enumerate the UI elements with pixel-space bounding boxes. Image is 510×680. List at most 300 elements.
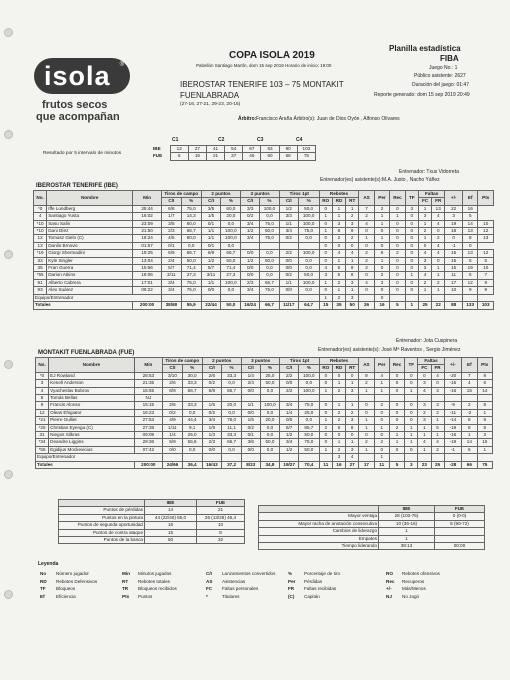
summary-header-cell: IBE [145, 500, 197, 507]
column-header: AS [359, 191, 374, 206]
stat-cell: 2/4 [241, 380, 260, 387]
summary-value: 16 [145, 522, 197, 529]
stat-cell: 75,0 [298, 228, 319, 235]
total-cell: 50,0 [221, 302, 241, 309]
stat-cell: 0 [389, 446, 404, 453]
stat-cell: 0 [319, 205, 332, 212]
venue-line: Pabellón Santiago Martín, dom 15 sep 2019 Horario de inicio: 19:00 [196, 63, 332, 68]
stat-cell: -15 [444, 380, 462, 387]
legend-desc: Titulares [222, 593, 240, 599]
stat-cell: 4 [346, 250, 359, 257]
stat-cell: 1 [359, 387, 374, 394]
stat-cell: 2 [389, 424, 404, 431]
stat-cell: 1 [477, 409, 493, 416]
stat-cell [431, 395, 444, 402]
stat-cell: 1 [332, 402, 345, 409]
stat-cell: 4 [431, 439, 444, 446]
stat-cell: 6/8 [161, 205, 181, 212]
stat-cell [462, 454, 477, 461]
stat-cell: 0 [332, 372, 345, 379]
stat-cell [201, 294, 221, 301]
stat-cell: 13 [432, 205, 445, 212]
stat-cell: 18:06 [133, 272, 162, 279]
stat-cell: 3/5 [161, 220, 181, 227]
stat-cell: 1 [374, 454, 389, 461]
column-header: 2 puntos [202, 358, 241, 365]
total-cell: 16/43 [202, 461, 222, 468]
total-cell: 16 [374, 302, 389, 309]
column-subheader: RT [346, 198, 359, 205]
player-row [36, 446, 493, 453]
stat-cell: 4 [36, 387, 49, 394]
stat-cell: 0,0 [221, 287, 241, 294]
stat-cell: 6/9 [161, 250, 181, 257]
stat-cell: 3/4 [241, 235, 260, 242]
stat-cell: 19:25 [133, 250, 162, 257]
stat-cell: 0 [319, 242, 332, 249]
player-name: Darion Atkins [47, 272, 133, 279]
column-header: +/- [445, 191, 463, 206]
legend-desc: Bloqueos [56, 586, 76, 591]
stat-cell [319, 395, 332, 402]
stat-cell: 1 [319, 213, 332, 220]
stat-cell: 0/2 [241, 424, 260, 431]
stat-cell: 0 [319, 372, 332, 379]
stat-cell: 17:01 [133, 279, 162, 286]
stat-cell: 9 [478, 287, 494, 294]
player-row [36, 424, 493, 431]
stat-cell: 0 [319, 439, 332, 446]
stat-cell: 2 [418, 228, 431, 235]
stat-cell: 1/5 [241, 417, 260, 424]
stat-cell: 0 [405, 372, 418, 379]
legend-desc: Porcentaje de tiro [304, 571, 341, 576]
total-cell: 22/44 [201, 302, 221, 309]
player-row [34, 265, 494, 272]
stat-cell: 2 [432, 279, 445, 286]
stat-cell: 28:53 [134, 372, 162, 379]
column-header: Ef [462, 358, 477, 373]
total-cell: 200:00 [134, 461, 162, 468]
stat-cell: 66,7 [182, 387, 202, 394]
stat-cell: 0/1 [161, 242, 181, 249]
summary-row [259, 543, 485, 550]
total-cell: 11 [374, 461, 389, 468]
total-cell: 88 [445, 302, 463, 309]
interval-score-cell: 90 [279, 146, 297, 153]
stat-cell: 0 [405, 235, 418, 242]
stat-cell: 33,3 [222, 372, 242, 379]
stat-cell: 09:22 [133, 287, 162, 294]
stat-cell: 3/11 [161, 272, 181, 279]
interval-score-cell: 12 [170, 146, 188, 153]
stat-cell: 4 [418, 439, 431, 446]
stat-cell: 5 [478, 257, 494, 264]
stat-cell: 0 [359, 409, 374, 416]
player-row [36, 417, 493, 424]
stat-cell: 2/3 [241, 279, 260, 286]
totals-row [34, 302, 494, 309]
player-name: Tomás Bellas [49, 395, 134, 402]
stat-cell: 0 [389, 387, 404, 394]
stat-cell [279, 242, 298, 249]
stat-cell: 75,0 [260, 220, 280, 227]
stat-cell: 1/7 [161, 213, 181, 220]
stat-cell: 4 [432, 242, 445, 249]
stat-cell [260, 294, 280, 301]
competition-title: COPA ISOLA 2019 [229, 50, 315, 61]
interval-score-cell: 46 [243, 153, 261, 160]
stat-cell: 3 [418, 257, 431, 264]
column-header: Faltas [418, 191, 444, 198]
stat-cell: 0 [405, 220, 418, 227]
stat-cell: 0 [389, 372, 404, 379]
stat-cell: 15 [445, 257, 463, 264]
column-subheader: % [222, 365, 242, 372]
column-subheader: C/I [202, 365, 222, 372]
column-subheader: C/I [201, 198, 221, 205]
stat-cell: 1 [359, 446, 374, 453]
stat-cell: 0,0 [222, 380, 242, 387]
stat-cell: 1 [418, 432, 431, 439]
stat-cell: 4 [418, 387, 431, 394]
stat-cell: 0 [418, 242, 431, 249]
total-cell: 34,8 [260, 461, 280, 468]
interval-score-cell: 6 [170, 153, 188, 160]
legend-desc: Asistencias [222, 578, 246, 584]
column-header: Nombre [47, 191, 133, 206]
summary-value: 15 [145, 529, 197, 536]
column-header: Rebotes [319, 358, 358, 365]
stat-cell: 2 [359, 213, 374, 220]
summary-label: Puntos de segunda oportunidad [59, 522, 145, 529]
interval-score-cell: 60 [261, 153, 279, 160]
summary-value: 1 [379, 528, 435, 535]
column-subheader: % [298, 198, 319, 205]
stat-cell: 1/1 [279, 279, 298, 286]
stat-cell: 5 [36, 395, 49, 402]
stat-cell: 0 [359, 432, 374, 439]
column-subheader: FR [432, 198, 445, 205]
interval-row [152, 153, 316, 160]
total-cell: 26 [359, 302, 374, 309]
stat-cell: 01:57 [133, 242, 162, 249]
stat-cell: 10 [478, 265, 494, 272]
binder-hole [4, 360, 13, 369]
column-subheader: FC [418, 365, 431, 372]
stat-cell: 0,0 [260, 409, 280, 416]
column-header: Per [374, 358, 389, 373]
legend-abbrev: Pts [122, 593, 130, 599]
stat-cell: 0 [405, 380, 418, 387]
stat-cell [374, 395, 389, 402]
stat-cell: 07:42 [134, 446, 162, 453]
interval-score-cell: 21 [206, 153, 224, 160]
stat-cell: 4 [359, 279, 374, 286]
stat-cell [431, 454, 444, 461]
stat-cell: 100,0 [260, 402, 280, 409]
legend-abbrev: % [288, 571, 293, 576]
stat-cell: 3 [319, 272, 332, 279]
summary-value: 8 (90-72) [435, 520, 485, 527]
stat-cell: 0 [374, 409, 389, 416]
interval-team: IBE [153, 146, 161, 151]
interval-row [152, 146, 316, 153]
stat-cell: 6/9 [202, 387, 222, 394]
team-coach-row [36, 454, 493, 461]
legend-abbrev: Ef [40, 593, 45, 599]
stat-cell: 0/2 [202, 409, 222, 416]
total-cell: 11/17 [279, 302, 298, 309]
stat-cell: 3 [332, 220, 345, 227]
stat-cell: 1 [359, 424, 374, 431]
stat-cell [432, 294, 445, 301]
stat-cell: 10 [478, 220, 494, 227]
stat-cell: 13 [478, 235, 494, 242]
stat-cell: 1 [389, 432, 404, 439]
stat-cell: 3 [332, 454, 345, 461]
stat-cell: *10 [34, 220, 47, 227]
stat-cell: 0 [405, 402, 418, 409]
stat-cell: 0/0 [241, 250, 260, 257]
attendance: Público asistente: 2627 [414, 73, 466, 79]
stat-cell: 9 [477, 372, 493, 379]
stat-cell: 1 [346, 439, 359, 446]
total-cell: 200:00 [133, 302, 162, 309]
stat-cell [359, 294, 374, 301]
stat-cell: 0 [405, 446, 418, 453]
stat-cell: 2 [374, 402, 389, 409]
column-header: Ef [463, 191, 478, 206]
stat-cell: 0,0 [181, 242, 201, 249]
legend-abbrev: FR [288, 586, 295, 591]
stat-cell: 100,0 [298, 213, 319, 220]
stat-cell: 0 [374, 242, 389, 249]
stat-cell: 15:56 [133, 265, 162, 272]
total-cell: 25 [431, 461, 444, 468]
stat-cell: 0/1 [201, 220, 221, 227]
legend-desc: Rebotes totales [138, 578, 170, 584]
stat-cell: 93 [34, 287, 47, 294]
stat-cell: 5 [431, 424, 444, 431]
stat-cell [477, 395, 493, 402]
summary-value: 1 [379, 535, 435, 542]
legend-abbrev: TR [122, 586, 129, 591]
player-name: Oleas Ehigiator [49, 409, 134, 416]
interval-score-cell: 16 [188, 153, 206, 160]
stat-cell: 8 [463, 235, 478, 242]
stat-cell: 100,0 [221, 228, 241, 235]
stat-cell: 0 [359, 287, 374, 294]
column-header: 3 puntos [241, 358, 279, 365]
stat-cell: 0 [390, 265, 405, 272]
stat-cell: 71,4 [181, 265, 201, 272]
player-name: Egidijus Mockevicius [49, 446, 134, 453]
stat-cell: 0 [390, 257, 405, 264]
stat-cell: 0 [374, 287, 389, 294]
stat-cell: 1 [390, 213, 405, 220]
total-cell: 23 [418, 461, 431, 468]
stat-cell: 16 [477, 439, 493, 446]
summary-value: 10 [197, 522, 245, 529]
column-subheader: C/I [280, 365, 299, 372]
stat-cell: 71,4 [221, 265, 241, 272]
stat-cell: 22 [445, 205, 463, 212]
column-subheader: RO [319, 198, 332, 205]
summary-value: 00:00 [435, 543, 485, 550]
column-header: Min [133, 191, 162, 206]
stat-cell: 8 [346, 424, 359, 431]
total-cell: 16/24 [241, 302, 260, 309]
stat-cell: 0 [445, 235, 463, 242]
team1-box-score [33, 190, 494, 310]
stat-cell: 50,0 [298, 432, 319, 439]
totals-label: Totales [36, 461, 135, 468]
stat-cell [260, 454, 280, 461]
column-subheader: RD [332, 198, 345, 205]
stat-cell: 0 [432, 228, 445, 235]
stat-cell: 0,0 [298, 417, 319, 424]
stat-cell: -1 [445, 242, 463, 249]
stat-cell: 0 [359, 272, 374, 279]
stat-cell: 0/2 [202, 380, 222, 387]
stat-cell: 2 [346, 235, 359, 242]
stat-cell: 0,0 [260, 432, 280, 439]
player-name: Deandre Liggins [49, 439, 134, 446]
stat-cell [260, 242, 280, 249]
column-header: Pts [478, 191, 494, 206]
stat-cell: 1/11 [163, 424, 183, 431]
stat-cell: 9 [463, 287, 478, 294]
interval-score-cell: 68 [279, 153, 297, 160]
stat-cell: 0 [319, 380, 332, 387]
stat-cell: 12 [478, 250, 494, 257]
player-name: Alex Suárez [47, 287, 133, 294]
interval-score-cell: 54 [225, 146, 243, 153]
stat-cell: 17 [445, 279, 463, 286]
stat-cell: 2 [418, 409, 431, 416]
team1-name: IBEROSTAR TENERIFE (IBE) [36, 183, 118, 189]
stat-cell: 3 [431, 387, 444, 394]
legend-abbrev: +/- [386, 586, 392, 591]
stat-cell: 1 [405, 424, 418, 431]
stat-cell [163, 395, 183, 402]
stat-cell: 0 [319, 250, 332, 257]
stat-cell: 0 [390, 228, 405, 235]
stat-cell: 0 [405, 409, 418, 416]
legend-desc: Faltas personales [222, 586, 259, 591]
legend-desc: Número jugador [56, 571, 89, 576]
stat-cell: -16 [444, 387, 462, 394]
stat-cell: 27,3 [221, 272, 241, 279]
stat-cell: 5 [463, 272, 478, 279]
stat-cell [280, 395, 299, 402]
stat-cell: 1 [319, 446, 332, 453]
stat-cell: 4 [432, 220, 445, 227]
column-subheader: C/I [241, 198, 260, 205]
stat-cell: 27,3 [181, 272, 201, 279]
player-name: Kyle Singler [47, 257, 133, 264]
player-row [36, 387, 493, 394]
stat-cell: 0,0 [222, 446, 242, 453]
stat-cell: 11,1 [222, 424, 242, 431]
legend-abbrev: RO [386, 571, 393, 576]
stat-cell: 55,6 [182, 439, 202, 446]
stat-cell: 50,0 [298, 272, 319, 279]
header-row [34, 191, 494, 198]
stat-cell: 3 [418, 265, 431, 272]
stat-cell: 0/2 [279, 235, 298, 242]
stat-cell: 2 [418, 279, 431, 286]
stat-cell: 0,0 [260, 272, 280, 279]
column-subheader: FC [418, 198, 431, 205]
stat-cell: 3/4 [161, 287, 181, 294]
player-row [34, 250, 494, 257]
stat-cell: 60,0 [181, 220, 201, 227]
player-name: Fran Guerra [47, 265, 133, 272]
stat-cell: 1/4 [280, 409, 299, 416]
player-row [34, 228, 494, 235]
stat-cell: 2 [432, 235, 445, 242]
stat-cell [390, 294, 405, 301]
stat-cell: 0 [405, 250, 418, 257]
stat-cell: 18 [445, 228, 463, 235]
stat-cell: 75,0 [181, 279, 201, 286]
stat-cell: 0 [405, 213, 418, 220]
stat-cell: 8 [332, 228, 345, 235]
column-subheader: % [182, 365, 202, 372]
team2-name: MONTAKIT FUENLABRADA (FUE) [38, 350, 135, 356]
stat-cell: 3 [346, 220, 359, 227]
stat-cell: 100,0 [298, 387, 319, 394]
column-header: Pts [477, 358, 493, 373]
total-cell: -28 [444, 461, 462, 468]
stat-cell: 1 [405, 387, 418, 394]
total-cell: 64,7 [298, 302, 319, 309]
stat-cell: 5 [332, 265, 345, 272]
stat-cell: 0 [374, 446, 389, 453]
stat-cell: 1 [432, 272, 445, 279]
stat-cell: 4 [432, 213, 445, 220]
column-header: Faltas [418, 358, 444, 365]
stat-cell: 3 [346, 417, 359, 424]
stat-cell [280, 454, 299, 461]
stat-cell: 1/1 [201, 235, 221, 242]
player-name: Kenell Anderson [49, 380, 134, 387]
player-row [36, 409, 493, 416]
legend-desc: No Jugó [402, 593, 420, 599]
stat-cell [202, 454, 222, 461]
summary-value: 0 (0-0) [435, 513, 485, 520]
summary-value: 8 [197, 529, 245, 536]
summary-label: Mayor ventaja [259, 513, 379, 520]
total-cell: 8/23 [241, 461, 260, 468]
summary-value: 21 [197, 507, 245, 514]
stat-cell: 1 [431, 417, 444, 424]
stat-cell: 0/0 [241, 265, 260, 272]
stat-cell: *19 [34, 250, 47, 257]
stat-cell: 66,7 [222, 387, 242, 394]
summary-row [59, 529, 245, 536]
stat-cell: 1 [319, 387, 332, 394]
stat-cell: 6 [477, 380, 493, 387]
stat-cell: 3 [431, 402, 444, 409]
legend-abbrev: FC [206, 586, 213, 591]
stat-cell: 2 [359, 250, 374, 257]
stat-cell: 3/4 [279, 228, 298, 235]
legend-desc: Más/Menos [402, 586, 426, 591]
stat-cell [332, 395, 345, 402]
